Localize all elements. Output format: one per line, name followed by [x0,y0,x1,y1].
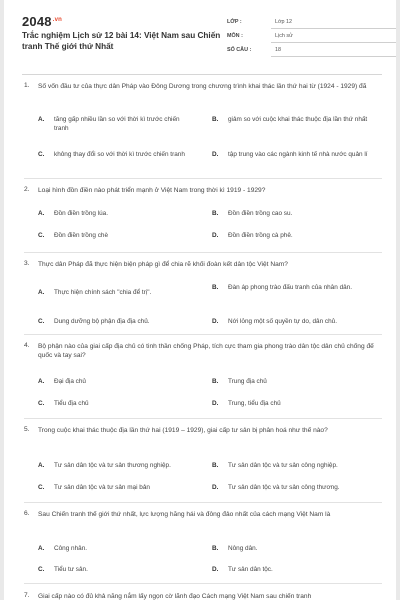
header-divider [22,74,382,75]
question-text: Loại hình đồn điền nào phát triển mạnh ở Việt Nam trong thời kì 1919 - 1929? [38,187,266,194]
question-divider [24,583,382,584]
option-text: tập trung vào các ngành kinh tế nhà nước quản lí [228,151,368,158]
option-d[interactable] [212,318,382,328]
meta-divider [271,42,396,43]
option-text: Đồn điền trồng lúa. [54,210,109,217]
option-c[interactable] [38,484,208,494]
question-1 [24,82,380,172]
option-text: Tư sản dân tộc và tư sản công nghiệp. [228,462,338,469]
option-key: D. [212,318,219,325]
question-number: 7. [24,592,30,599]
option-a[interactable] [38,378,208,388]
question-5 [24,426,380,498]
option-key: A. [38,289,45,296]
option-text: Đồn điền trồng cà phê. [228,232,293,239]
question-text: Giai cấp nào có đủ khả năng nắm lấy ngọn cờ lãnh đạo Cách mạng Việt Nam sau chiến tranh [38,593,312,600]
question-4 [24,342,380,414]
option-key: B. [212,462,219,469]
option-key: A. [38,116,45,123]
meta-divider [271,28,396,29]
option-a[interactable] [38,462,208,472]
meta-count [227,44,396,58]
option-key: B. [212,545,219,552]
meta-class-label: LỚP : [227,19,242,25]
page-title: Trắc nghiệm Lịch sử 12 bài 14: Việt Nam sau Chiến tranh Thế giới thứ Nhất [22,31,221,51]
question-text: Số vốn đầu tư của thực dân Pháp vào Đông Dương trong chương trình khai thác lần thứ hai từ (1924 - 1929) đã [38,83,367,90]
worksheet-meta [227,16,396,58]
option-text: Đồn điền trồng cao su. [228,210,293,217]
option-text: Tư sản dân tộc và tư sản công thương. [228,484,340,491]
option-text: Trung, tiểu địa chủ [228,400,281,407]
option-text: Đồn điền trồng chè [54,232,109,239]
option-b[interactable] [212,284,382,304]
question-text: Thực dân Pháp đã thực hiện biện pháp gì để chia rẽ khối đoàn kết dân tộc Việt Nam? [38,261,288,268]
question-number: 2. [24,186,30,193]
logo-suffix: .vn [52,16,63,23]
option-text: Trung địa chủ [228,378,267,385]
option-key: A. [38,462,45,469]
question-6 [24,510,380,582]
question-number: 5. [24,426,30,433]
option-b[interactable] [212,545,382,555]
option-d[interactable] [212,566,382,576]
question-number: 3. [24,260,30,267]
option-key: B. [212,210,219,217]
option-key: C. [38,151,45,158]
option-text: Nới lỏng một số quyền tự do, dân chủ. [228,318,338,325]
option-key: B. [212,116,219,123]
meta-divider [271,56,396,57]
question-text: Trong cuộc khai thác thuộc địa lần thứ hai (1919 – 1929), giai cấp tư sản bị phân hoá như thế nào? [38,427,328,434]
option-b[interactable] [212,116,382,136]
option-key: C. [38,484,45,491]
option-text: không thay đổi so với thời kì trước chiến tranh [54,151,185,158]
question-divider [24,334,382,335]
option-text: tăng gấp nhiều lần so với thời kì trước chiến tranh [54,116,180,132]
option-c[interactable] [38,566,208,576]
option-c[interactable] [38,151,208,171]
option-text: giảm so với cuộc khai thác thuộc địa lần thứ nhất [228,116,368,123]
meta-count-value: 18 [275,47,281,53]
meta-subject-value: Lịch sử [275,33,293,39]
question-3 [24,260,380,332]
option-b[interactable] [212,378,382,388]
option-key: A. [38,545,45,552]
option-key: C. [38,318,45,325]
option-d[interactable] [212,484,382,494]
option-text: Tư sản dân tộc và tư sản thương nghiệp. [54,462,171,469]
option-key: B. [212,284,219,291]
option-text: Tiểu tư sản. [54,566,88,573]
question-2 [24,186,380,246]
option-text: Công nhân. [54,545,88,552]
question-divider [24,252,382,253]
site-logo[interactable] [22,14,62,29]
option-text: Tiểu địa chủ [54,400,89,407]
worksheet-header [22,14,382,66]
question-7 [24,592,380,600]
option-key: C. [38,400,45,407]
option-d[interactable] [212,232,382,242]
option-c[interactable] [38,400,208,410]
option-d[interactable] [212,151,382,171]
option-key: D. [212,566,219,573]
option-key: D. [212,151,219,158]
meta-subject [227,30,396,44]
option-text: Đàn áp phong trào đấu tranh của nhân dân. [228,284,353,291]
question-divider [24,418,382,419]
question-divider [24,502,382,503]
meta-count-label: SỐ CÂU : [227,47,252,53]
option-b[interactable] [212,462,382,472]
option-text: Thực hiện chính sách "chia để trị". [54,289,152,296]
question-text: Bộ phận nào của giai cấp địa chủ có tinh thần chống Pháp, tích cực tham gia phong trào dân tộc dân chủ chống đế quốc và tay sai? [38,343,374,359]
option-a[interactable] [38,545,208,555]
meta-subject-label: MÔN : [227,33,243,39]
option-text: Dung dưỡng bộ phận địa địa chủ. [54,318,150,325]
option-c[interactable] [38,232,208,242]
worksheet-page [4,0,396,600]
option-text: Tư sản dân tộc. [228,566,273,573]
question-divider [24,178,382,179]
meta-class [227,16,396,30]
option-key: A. [38,210,45,217]
option-key: B. [212,378,219,385]
option-c[interactable] [38,318,208,328]
option-d[interactable] [212,400,382,410]
option-text: Đại địa chủ [54,378,86,385]
option-b[interactable] [212,210,382,220]
meta-class-value: Lớp 12 [275,19,293,25]
option-a[interactable] [38,116,208,136]
option-text: Tư sản dân tộc và tư sản mại bản [54,484,150,491]
option-key: D. [212,400,219,407]
option-key: D. [212,232,219,239]
option-text: Nông dân. [228,545,258,552]
option-a[interactable] [38,210,208,220]
option-key: D. [212,484,219,491]
logo-text: 2048 [22,14,52,29]
question-number: 6. [24,510,30,517]
option-key: A. [38,378,45,385]
question-number: 1. [24,82,30,89]
question-number: 4. [24,342,30,349]
question-text: Sau Chiến tranh thế giới thứ nhất, lực lượng hăng hái và đông đảo nhất của cách mạng Việt Nam là [38,511,331,518]
option-key: C. [38,232,45,239]
option-key: C. [38,566,45,573]
option-a[interactable] [38,289,208,299]
